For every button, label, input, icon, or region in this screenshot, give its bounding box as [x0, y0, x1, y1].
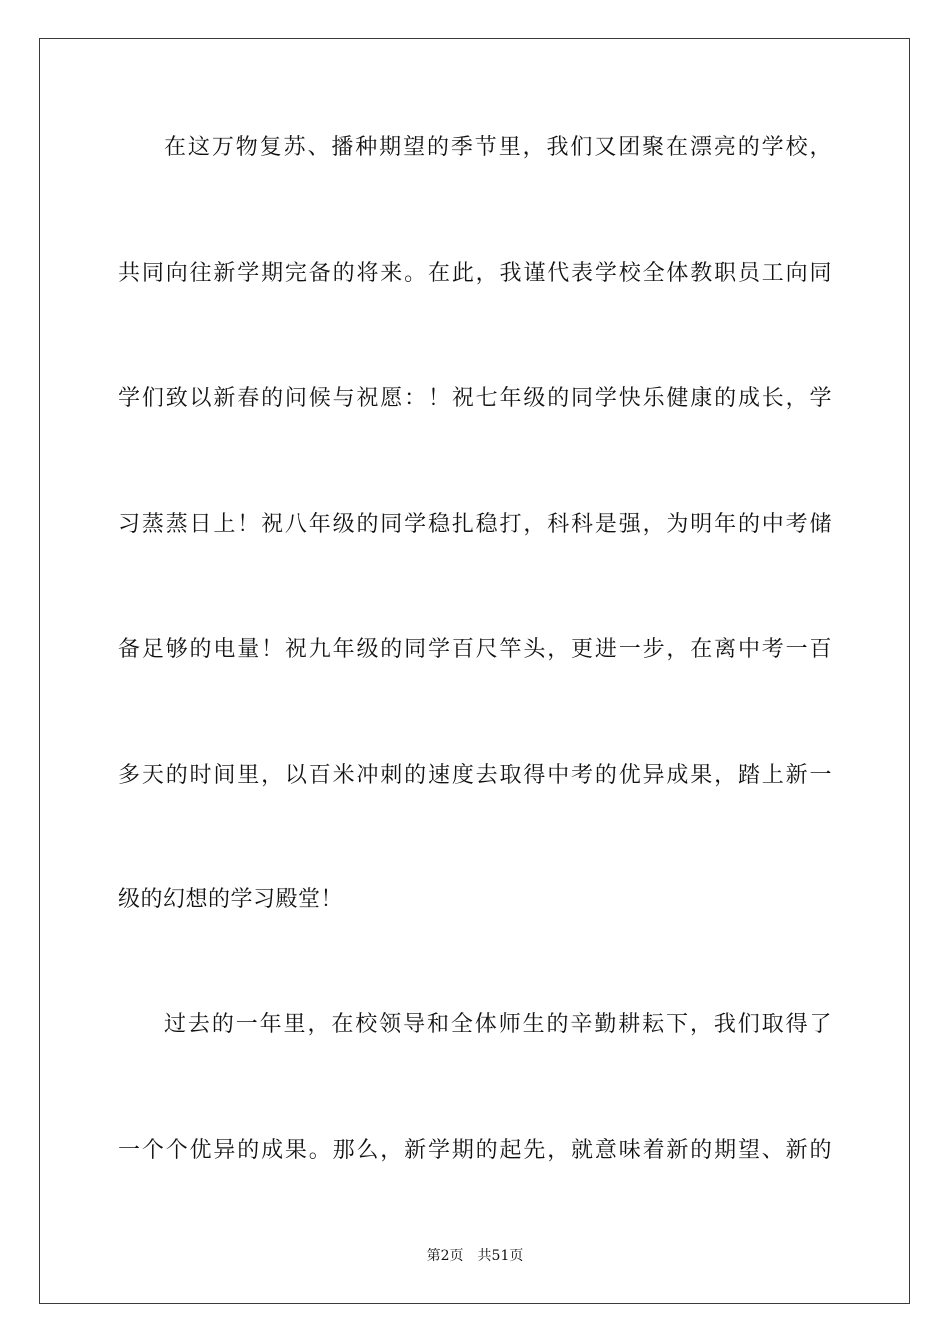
paragraph-line-2: 共同向往新学期完备的将来。在此，我谨代表学校全体教职员工向同: [118, 261, 832, 286]
page-footer: [0, 1246, 950, 1266]
page-border: [39, 38, 910, 1304]
paragraph-line-3: 学们致以新春的问候与祝愿：！祝七年级的同学快乐健康的成长，学: [118, 386, 832, 411]
paragraph-line-6: 多天的时间里，以百米冲刺的速度去取得中考的优异成果，踏上新一: [118, 763, 832, 788]
paragraph-line-8: 过去的一年里，在校领导和全体师生的辛勤耕耘下，我们取得了: [164, 1012, 832, 1037]
page-total: 共51页: [477, 1248, 524, 1264]
paragraph-line-9: 一个个优异的成果。那么，新学期的起先，就意味着新的期望、新的: [118, 1138, 832, 1163]
paragraph-line-5: 备足够的电量！祝九年级的同学百尺竿头，更进一步，在离中考一百: [118, 637, 832, 662]
paragraph-line-4: 习蒸蒸日上！祝八年级的同学稳扎稳打，科科是强，为明年的中考储: [118, 512, 832, 537]
paragraph-line-7: 级的幻想的学习殿堂！: [118, 887, 344, 912]
paragraph-line-1: 在这万物复苏、播种期望的季节里，我们又团聚在漂亮的学校，: [164, 135, 832, 160]
page-number: 第2页: [426, 1248, 464, 1264]
